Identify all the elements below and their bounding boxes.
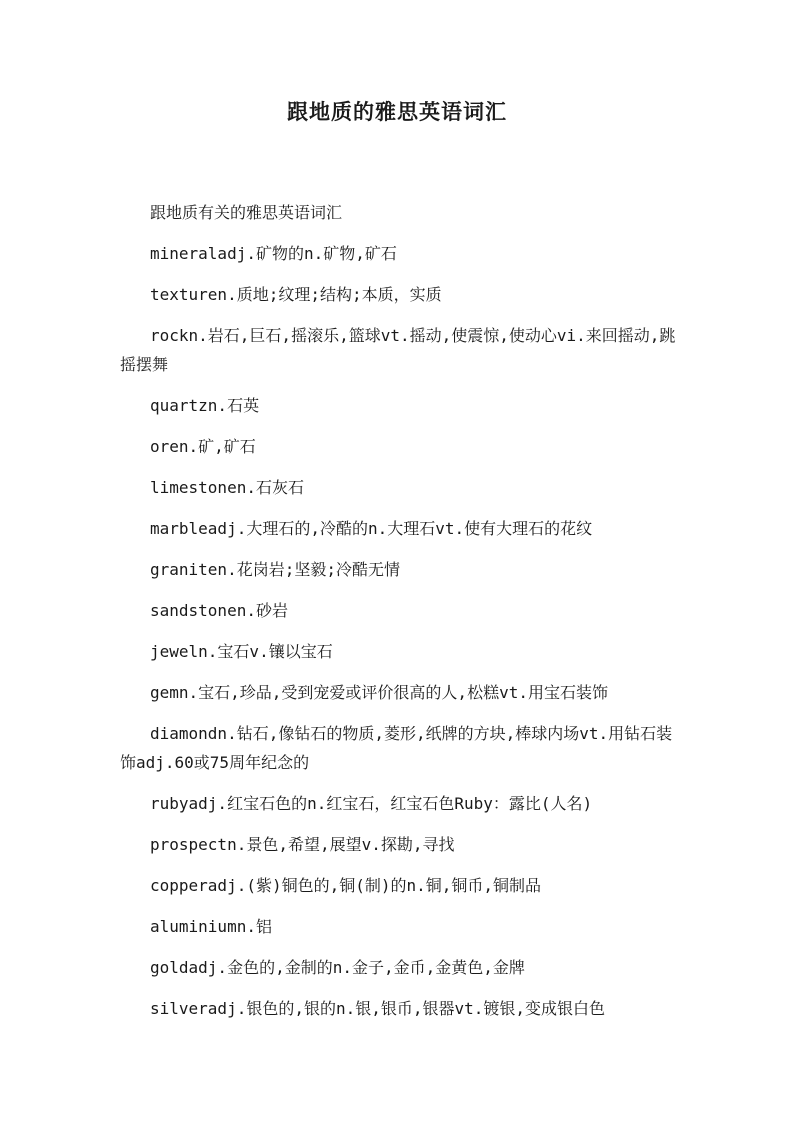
document-body bbox=[120, 198, 676, 1035]
vocab-entry: silveradj.银色的,银的n.银,银币,银器vt.镀银,变成银白色 bbox=[150, 999, 606, 1018]
vocab-entry: limestonen.石灰石 bbox=[150, 478, 304, 497]
vocab-entry: sandstonen.砂岩 bbox=[150, 601, 288, 620]
document-title: 跟地质的雅思英语词汇 bbox=[287, 100, 507, 124]
vocab-entry: mineraladj.矿物的n.矿物,矿石 bbox=[150, 244, 397, 263]
vocab-entry: quartzn.石英 bbox=[150, 396, 260, 415]
vocab-entry: copperadj.(紫)铜色的,铜(制)的n.铜,铜币,铜制品 bbox=[150, 876, 542, 895]
vocab-entry: jeweln.宝石v.镶以宝石 bbox=[150, 642, 333, 661]
vocab-entry: gemn.宝石,珍品,受到宠爱或评价很高的人,松糕vt.用宝石装饰 bbox=[150, 683, 608, 702]
vocab-entry: rockn.岩石,巨石,摇滚乐,篮球vt.摇动,使震惊,使动心vi.来回摇动,跳摇摆舞 bbox=[120, 326, 676, 374]
vocab-entry: diamondn.钻石,像钻石的物质,菱形,纸牌的方块,棒球内场vt.用钻石装饰adj.60或75周年纪念的 bbox=[120, 724, 673, 772]
vocab-entry: texturen.质地;纹理;结构;本质，实质 bbox=[150, 285, 442, 304]
vocab-entry: rubyadj.红宝石色的n.红宝石，红宝石色Ruby：露比(人名) bbox=[150, 794, 593, 813]
vocab-entry: oren.矿,矿石 bbox=[150, 437, 256, 456]
vocab-entry: goldadj.金色的,金制的n.金子,金币,金黄色,金牌 bbox=[150, 958, 525, 977]
vocab-entry: prospectn.景色,希望,展望v.探勘,寻找 bbox=[150, 835, 455, 854]
vocab-entry: graniten.花岗岩;坚毅;冷酷无情 bbox=[150, 560, 400, 579]
intro-paragraph: 跟地质有关的雅思英语词汇 bbox=[150, 203, 343, 222]
vocab-entry: aluminiumn.铝 bbox=[150, 917, 272, 936]
vocab-entry: marbleadj.大理石的,冷酷的n.大理石vt.使有大理石的花纹 bbox=[150, 519, 593, 538]
